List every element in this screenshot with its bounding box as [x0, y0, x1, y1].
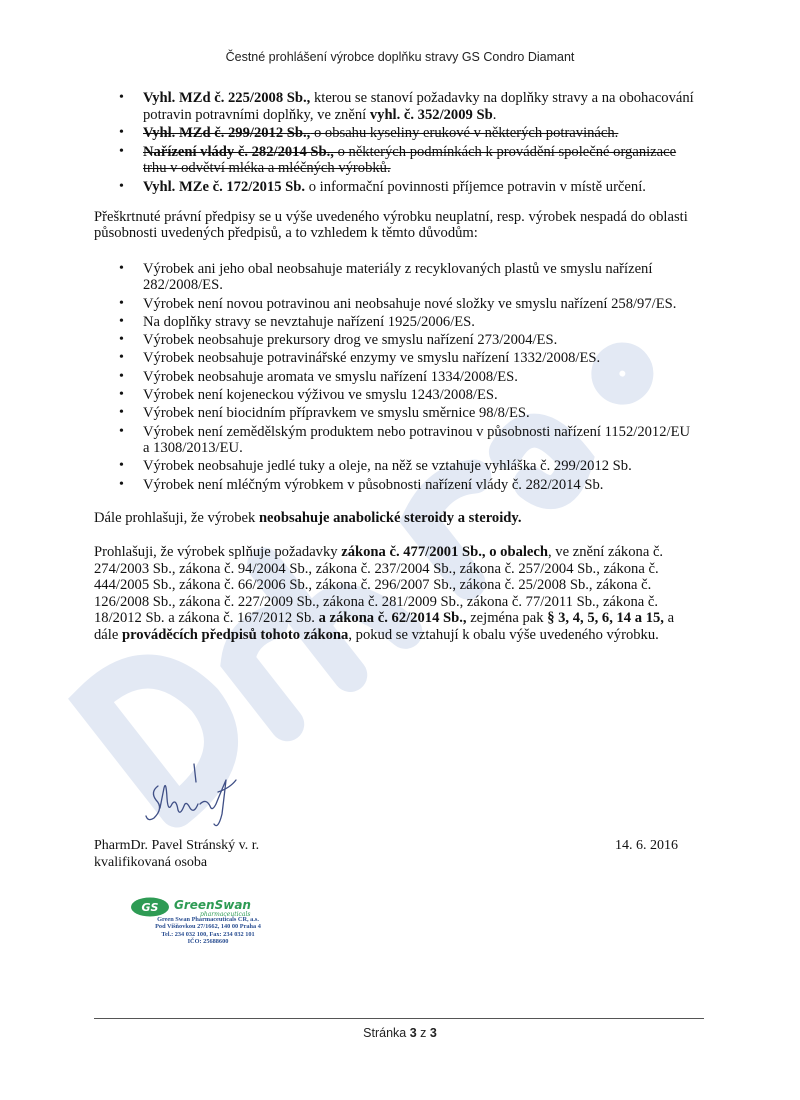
handwritten-signature	[140, 758, 260, 838]
packaging-regulations: prováděcích předpisů tohoto zákona	[121, 626, 349, 643]
packaging-text-1: Prohlašuji, že výrobek splňuje požadavky	[94, 543, 342, 560]
reasons-list	[94, 261, 694, 494]
page-number: 3	[409, 1026, 417, 1040]
reason-item: • Výrobek neobsahuje prekursory drog ve smyslu nařízení 273/2004/ES.	[94, 332, 694, 349]
law-item-struck	[94, 144, 694, 177]
reason-item: • Výrobek neobsahuje potravinářské enzymy ve smyslu nařízení 1332/2008/ES.	[94, 350, 694, 367]
packaging-text-2: , ve znění zákona č. 274/2003 Sb., zákona č. 94/2004 Sb., zákona č. 237/2004 Sb., zákona č. 257/2004 Sb., zákona č. 444/2005 Sb., zákona č. 66/2006 Sb., zákona č. 296/2007 Sb., zákona č. 25/2008 Sb., zákona č. 126/2008 Sb., zákona č. 227/2009 Sb., zákona č. 281/2009 Sb., zákona č. 77/2011 Sb., zákona č. 18/2012 Sb. a zákona č. 167/2012 Sb.	[94, 543, 664, 627]
footer-divider	[94, 1018, 704, 1019]
reason-item: • Na doplňky stravy se nevztahuje nařízení 1925/2006/ES.	[94, 314, 694, 331]
law-text: kterou se stanoví požadavky na doplňky stravy a na obohacování potravin potravními doplňky, ve znění	[143, 90, 694, 123]
signatory-role: kvalifikovaná osoba	[94, 854, 208, 870]
law-item-struck	[94, 125, 694, 142]
stamp-line: Pod Višňovkou 27/1662, 140 00 Praha 4	[155, 923, 261, 931]
stamp-line: Tel.: 234 032 100, Fax: 234 032 101	[161, 930, 255, 938]
intro-paragraph: Přeškrtnuté právní předpisy se u výše uvedeného výrobku neuplatní, resp. výrobek nespadá do oblasti působnosti uvedených předpisů, a to vzhledem k těmto důvodům:	[94, 208, 688, 242]
page-footer	[0, 1026, 800, 1040]
stamp-line: IČO: 25688600	[187, 938, 229, 946]
stamp-line: Green Swan Pharmaceuticals CR, a.s.	[157, 916, 259, 923]
steroid-bold: neobsahuje anabolické steroidy a steroidy.	[258, 510, 522, 527]
page-header: Čestné prohlášení výrobce doplňku stravy GS Condro Diamant	[225, 50, 575, 64]
logo-sub: pharmaceuticals	[200, 911, 251, 918]
signatory-name: PharmDr. Pavel Stránský v. r.	[94, 838, 260, 853]
page-word: Stránka	[363, 1026, 407, 1040]
company-stamp	[130, 896, 270, 966]
of-word: z	[420, 1026, 427, 1040]
reason-item: • Výrobek ani jeho obal neobsahuje materiály z recyklovaných plastů ve smyslu nařízení 282/2008/ES.	[94, 261, 694, 294]
reason-item: • Výrobek neobsahuje aromata ve smyslu nařízení 1334/2008/ES.	[94, 369, 694, 386]
law-tail: .	[492, 106, 497, 123]
steroid-paragraph	[94, 510, 694, 527]
signature-date: 14. 6. 2016	[615, 838, 678, 853]
packaging-paragraph	[94, 544, 694, 644]
law-item	[94, 90, 694, 123]
logo-name: GreenSwan	[174, 898, 251, 912]
stamp-address	[138, 916, 278, 946]
packaging-law: zákona č. 477/2001 Sb., o obalech	[341, 543, 548, 560]
steroid-text: Dále prohlašuji, že výrobek	[94, 510, 259, 527]
reason-item: • Výrobek není novou potravinou ani neobsahuje nové složky ve smyslu nařízení 258/97/ES.	[94, 296, 694, 313]
law-title: Vyhl. MZd č. 225/2008 Sb.,	[143, 90, 311, 106]
packaging-law-2014: a zákona č. 62/2014 Sb.,	[318, 610, 467, 627]
packaging-text-3: zejména pak	[466, 610, 548, 627]
packaging-text-5: , pokud se vztahují k obalu výše uvedeného výrobku.	[348, 626, 659, 643]
greenswan-logo	[130, 896, 280, 918]
law-title: Vyhl. MZe č. 172/2015 Sb.	[143, 178, 306, 195]
law-title: Nařízení vlády č. 282/2014 Sb.,	[143, 143, 334, 160]
law-title: Vyhl. MZd č. 299/2012 Sb.,	[143, 125, 311, 142]
logo-initials: GS	[141, 901, 159, 914]
reason-item: • Výrobek není zemědělským produktem nebo potravinou v působnosti nařízení 1152/2012/EU a 1308/2013/EU.	[94, 424, 694, 457]
page-total: 3	[429, 1026, 437, 1040]
reason-item: • Výrobek není kojeneckou výživou ve smyslu 1243/2008/ES.	[94, 387, 694, 404]
struck-law	[143, 144, 676, 177]
law-item	[94, 179, 694, 196]
law-amendment: vyhl. č. 352/2009 Sb	[369, 106, 493, 123]
packaging-text-4: a dále	[94, 610, 675, 643]
document-body	[94, 90, 694, 644]
law-text: o některých podmínkách k provádění společné organizace trhu v odvětví mléka a mléčných výrobků.	[143, 143, 677, 177]
reason-item: • Výrobek není biocidním přípravkem ve smyslu směrnice 98/8/ES.	[94, 405, 694, 422]
law-text: o informační povinnosti příjemce potravin v místě určení.	[305, 178, 646, 195]
struck-law	[143, 125, 618, 141]
reason-item: • Výrobek není mléčným výrobkem v působnosti nařízení vlády č. 282/2014 Sb.	[94, 477, 694, 494]
signatory	[94, 838, 259, 871]
packaging-sections: § 3, 4, 5, 6, 14 a 15,	[547, 610, 664, 627]
law-list	[94, 90, 694, 196]
reason-item: • Výrobek neobsahuje jedlé tuky a oleje, na něž se vztahuje vyhláška č. 299/2012 Sb.	[94, 458, 694, 475]
law-text: o obsahu kyseliny erukové v některých potravinách.	[310, 125, 619, 142]
